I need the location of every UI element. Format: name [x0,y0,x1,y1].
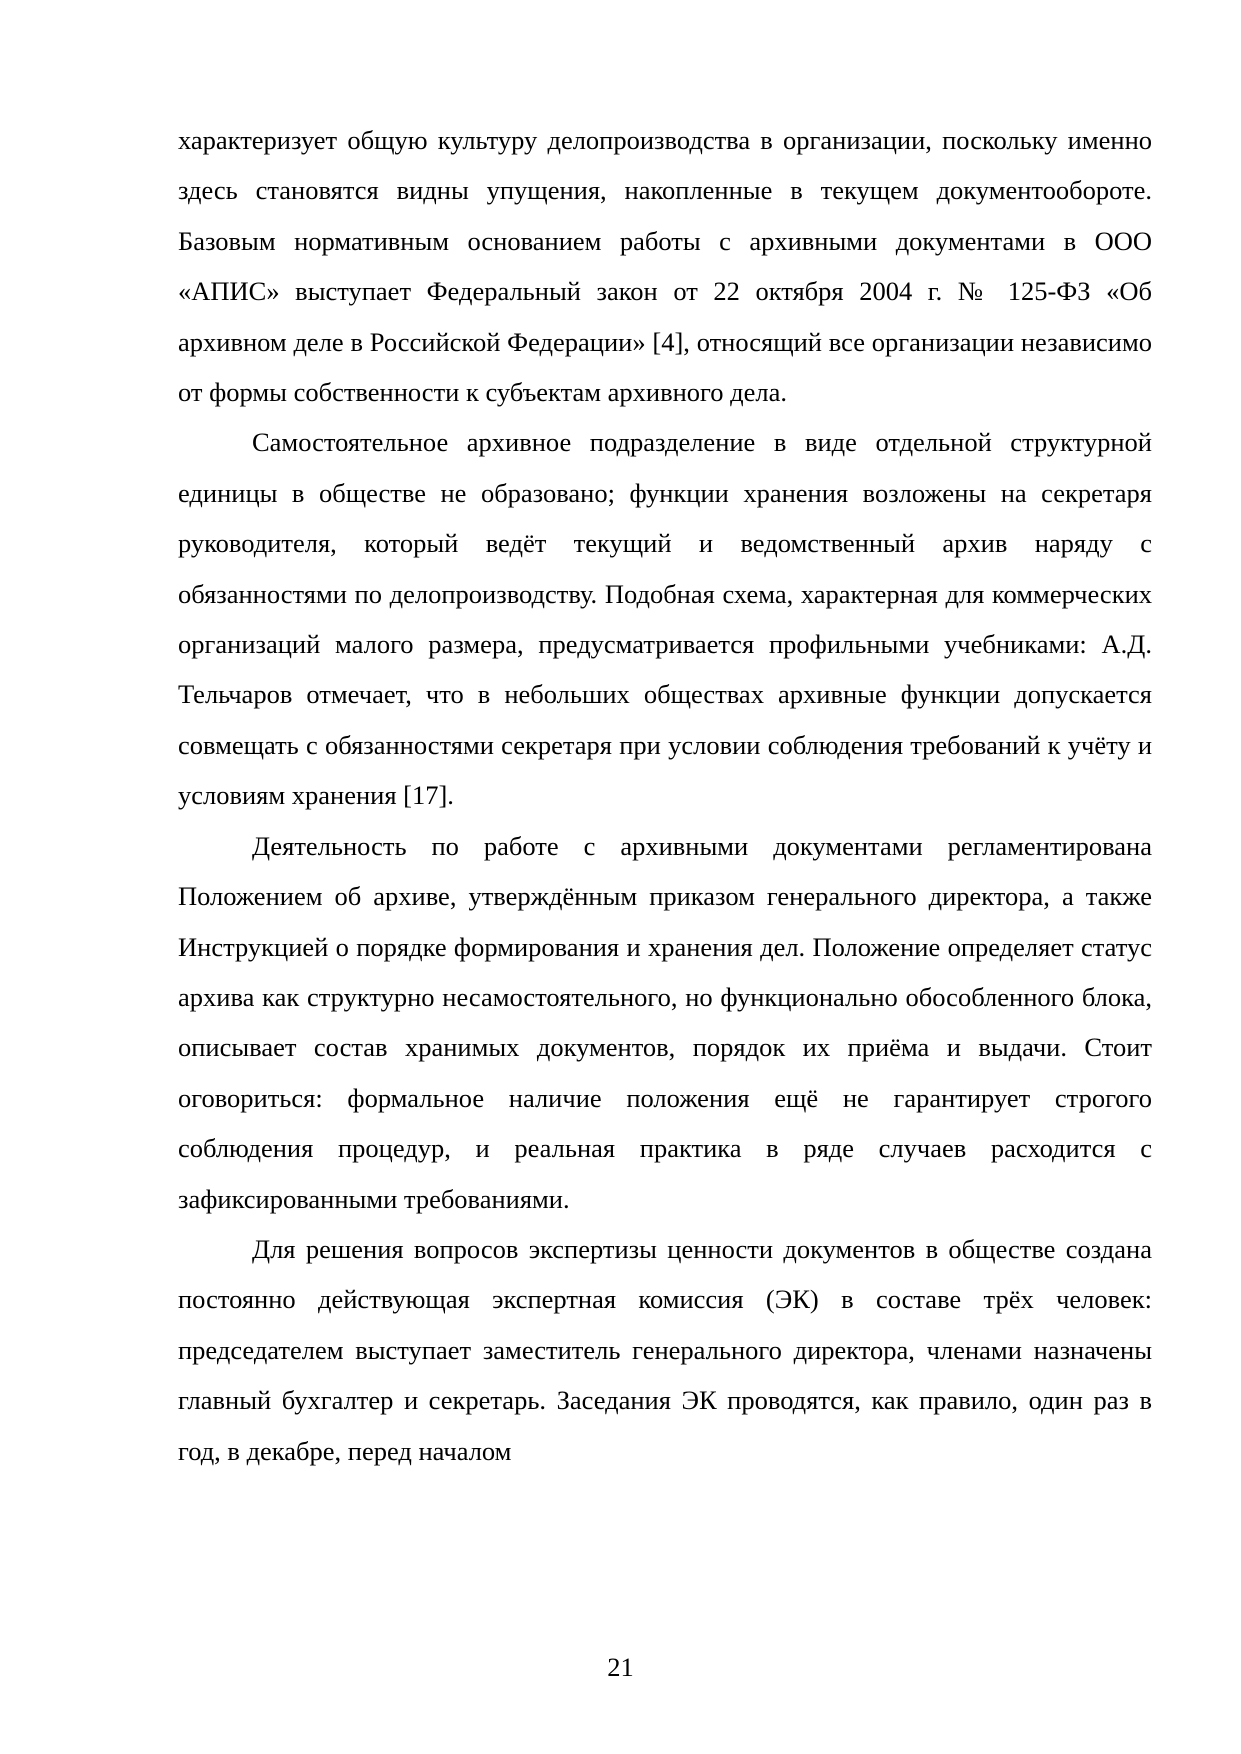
paragraph-continuation: характеризует общую культуру делопроизводства в организации, поскольку именно здесь становятся видны упущения, накопленные в текущем документообороте. Базовым нормативным основанием работы с архивными документами в ООО «АПИС» выступает Федеральный закон от 22 октября 2004 г. № 125-ФЗ «Об архивном деле в Российской Федерации» [4], относящий все организации независимо от формы собственности к субъектам архивного дела. [178,125,1152,408]
paragraph-expert-commission: Для решения вопросов экспертизы ценности документов в обществе создана постоянно действующая экспертная комиссия (ЭК) в составе трёх человек: председателем выступает заместитель генерального директора, членами назначены главный бухгалтер и секретарь. Заседания ЭК проводятся, как правило, один раз в год, в декабре, перед началом [178,1233,1152,1466]
page-number: 21 [607,1652,634,1682]
paragraph-archive-regulation: Деятельность по работе с архивными документами регламентирована Положением об архиве, утверждённым приказом генерального директора, а также Инструкцией о порядке формирования и хранения дел. Положение определяет статус архива как структурно несамостоятельного, но функционально обособленного блока, описывает состав хранимых документов, порядок их приёма и выдачи. Стоит оговориться: формальное наличие положения ещё не гарантирует строгого соблюдения процедур, и реальная практика в ряде случаев расходится с зафиксированными требованиями. [178,830,1152,1214]
body-text [178,115,1152,1476]
paragraph-archive-unit: Самостоятельное архивное подразделение в виде отдельной структурной единицы в обществе не образовано; функции хранения возложены на секретаря руководителя, который ведёт текущий и ведомственный архив наряду с обязанностями по делопроизводству. Подобная схема, характерная для коммерческих организаций малого размера, предусматривается профильными учебниками: А.Д. Тельчаров отмечает, что в небольших обществах архивные функции допускается совмещать с обязанностями секретаря при условии соблюдения требований к учёту и условиям хранения [17]. [178,427,1152,811]
